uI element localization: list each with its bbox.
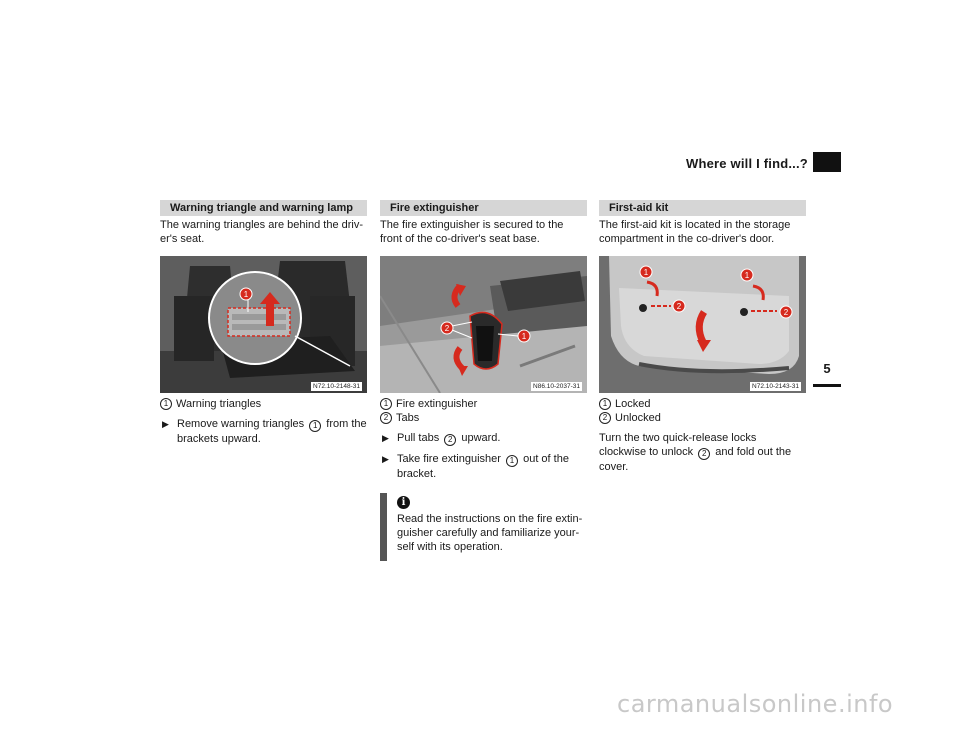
watermark: carmanualsonline.info [617,690,894,718]
first-aid-kit-section [599,200,806,474]
callout-2: 2 [676,302,682,311]
image-code: N72.10-2143-31 [752,383,799,390]
legend-text: Tabs [396,412,420,424]
callout-2: 2 [444,324,450,333]
callout-1: 1 [744,271,750,280]
legend [160,397,367,411]
legend-text: Unlocked [615,412,661,424]
section-intro: The warning triangles are behind the driv-er's seat. [160,219,364,245]
inline-number: 2 [698,448,710,460]
image-code: N86.10-2037-31 [533,383,580,390]
section-intro: The fire extinguisher is secured to the front of the co-driver's seat base. [380,219,564,245]
inline-number: 1 [506,455,518,467]
section-heading: Warning triangle and warning lamp [160,200,367,216]
step-arrow-icon: ▶ [382,433,389,443]
inline-number: 2 [444,434,456,446]
info-note [380,493,587,561]
section-intro: The first-aid kit is located in the storage compartment in the co-driver's door. [599,219,791,245]
instruction-paragraph: Turn the two quick-release locks clockwise to unlock 2 and fold out the cover. [599,432,792,473]
section-heading: First-aid kit [599,200,806,216]
legend-number: 1 [380,398,392,410]
warning-triangle-photo [160,256,367,393]
legend-text: Warning triangles [176,398,262,410]
header-tab-block [813,152,841,172]
callout-2: 2 [783,308,789,317]
legend-number: 2 [380,412,392,424]
fire-extinguisher-photo [380,256,587,393]
legend-item [599,411,806,425]
warning-triangle-section [160,200,367,446]
section-heading: Fire extinguisher [380,200,587,216]
instruction-step: ▶ Remove warning triangles 1 from the brackets upward. [162,418,367,445]
legend-text: Fire extinguisher [396,398,478,410]
legend-item [599,397,806,411]
info-icon: i [397,496,410,509]
callout-1: 1 [243,290,249,299]
chapter-number: 5 [813,358,841,387]
legend-item [380,411,587,425]
fire-extinguisher-section [380,200,587,561]
instruction-step: ▶ Pull tabs 2 upward. [382,432,501,444]
legend-number: 2 [599,412,611,424]
page-title: Where will I find...? [686,156,808,171]
legend-item [160,397,367,411]
legend-text: Locked [615,398,651,410]
callout-1: 1 [643,268,649,277]
callout-1: 1 [521,332,527,341]
legend-number: 1 [599,398,611,410]
instruction-step: ▶ Take fire extinguisher 1 out of the bracket. [382,453,569,480]
inline-number: 1 [309,420,321,432]
legend [380,397,587,425]
legend-number: 1 [160,398,172,410]
first-aid-kit-photo [599,256,806,393]
legend-item [380,397,587,411]
image-code: N72.10-2148-31 [313,383,360,390]
legend [599,397,806,425]
step-arrow-icon: ▶ [162,419,169,429]
note-text: Read the instructions on the fire extin-guisher carefully and familiarize your-self with its operation. [397,513,583,553]
step-arrow-icon: ▶ [382,454,389,464]
